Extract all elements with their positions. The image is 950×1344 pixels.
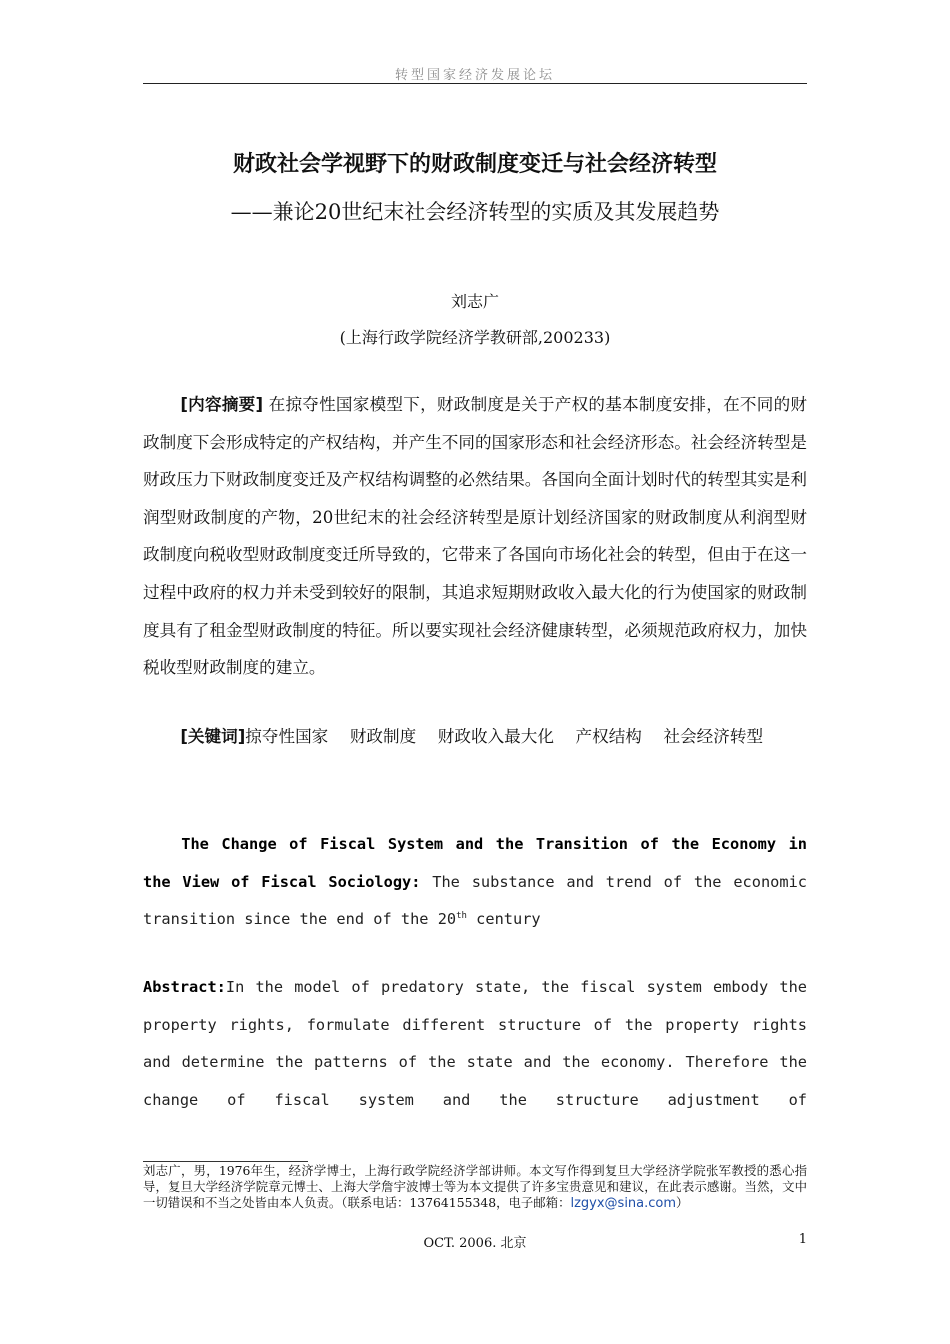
english-title-block xyxy=(143,826,807,939)
keyword-item: 财政收入最大化 xyxy=(437,727,554,746)
author-affiliation: (上海行政学院经济学教研部,200233) xyxy=(339,328,611,347)
english-subtitle-end: century xyxy=(466,910,541,928)
abstract-cn-label: [内容摘要] xyxy=(180,395,264,414)
page-number: 1 xyxy=(798,1232,807,1247)
keyword-item: 掠夺性国家 xyxy=(245,727,329,746)
abstract-en xyxy=(143,969,807,1119)
keywords-cn xyxy=(143,718,807,756)
keyword-item: 社会经济转型 xyxy=(663,727,764,746)
footnote-divider xyxy=(143,1161,308,1162)
email-link[interactable]: lzgyx@sina.com xyxy=(570,1196,677,1211)
author-name: 刘志广 xyxy=(450,292,499,311)
abstract-cn-text: 在掠夺性国家模型下，财政制度是关于产权的基本制度安排，在不同的财政制度下会形成特定的产权结构，并产生不同的国家形态和社会经济形态。社会经济转型是财政压力下财政制度变迁及产权结构调整的必然结果。各国向全面计划时代的转型其实是利润型财政制度的产物，20世纪末的社会经济转型是原计划经济国家的财政制度从利润型财政制度向税收型财政制度变迁所导致的，它带来了各国向市场化社会的转型，但由于在这一过程中政府的权力并未受到较好的限制，其追求短期财政收入最大化的行为使国家的财政制度具有了租金型财政制度的特征。所以要实现社会经济健康转型，必须规范政府权力，加快税收型财政制度的建立。 xyxy=(143,395,808,678)
keyword-item: 财政制度 xyxy=(349,727,417,746)
keywords-cn-label: [关键词] xyxy=(180,727,246,746)
abstract-cn xyxy=(143,386,807,687)
english-title: The Change of Fiscal System and the Transition of the Economy in the View of Fiscal Sociology: xyxy=(143,835,807,891)
paper-title: 财政社会学视野下的财政制度变迁与社会经济转型 xyxy=(232,152,717,177)
keyword-item: 产权结构 xyxy=(575,727,642,746)
author-footnote xyxy=(143,1163,807,1212)
ordinal-suffix: th xyxy=(456,910,467,921)
footer-date-place: OCT. 2006. 北京 xyxy=(423,1236,527,1251)
abstract-en-text: In the model of predatory state, the fiscal system embody the property rights, formulate different structure of the property rights and determine the patterns of the state and the economy. Therefore the change of fiscal system and the structure adjustment of xyxy=(143,978,807,1109)
footnote-closing: ） xyxy=(676,1195,689,1210)
english-subtitle: The substance and trend of the economic transition since the end of the 20 xyxy=(143,872,807,928)
footnote-text: 刘志广，男，1976年生，经济学博士，上海行政学院经济学部讲师。本文写作得到复旦大学经济学院张军教授的悉心指导，复旦大学经济学院章元博士、上海大学詹宇波博士等为本文提供了许多宝贵意见和建议，在此表示感谢。当然，文中一切错误和不当之处皆由本人负责。（联系电话：13764155348，电子邮箱： xyxy=(143,1163,807,1210)
running-header: 转型国家经济发展论坛 xyxy=(394,68,555,83)
header-divider xyxy=(143,83,807,84)
abstract-en-label: Abstract: xyxy=(143,978,226,996)
paper-subtitle: ——兼论20世纪末社会经济转型的实质及其发展趋势 xyxy=(230,200,720,224)
